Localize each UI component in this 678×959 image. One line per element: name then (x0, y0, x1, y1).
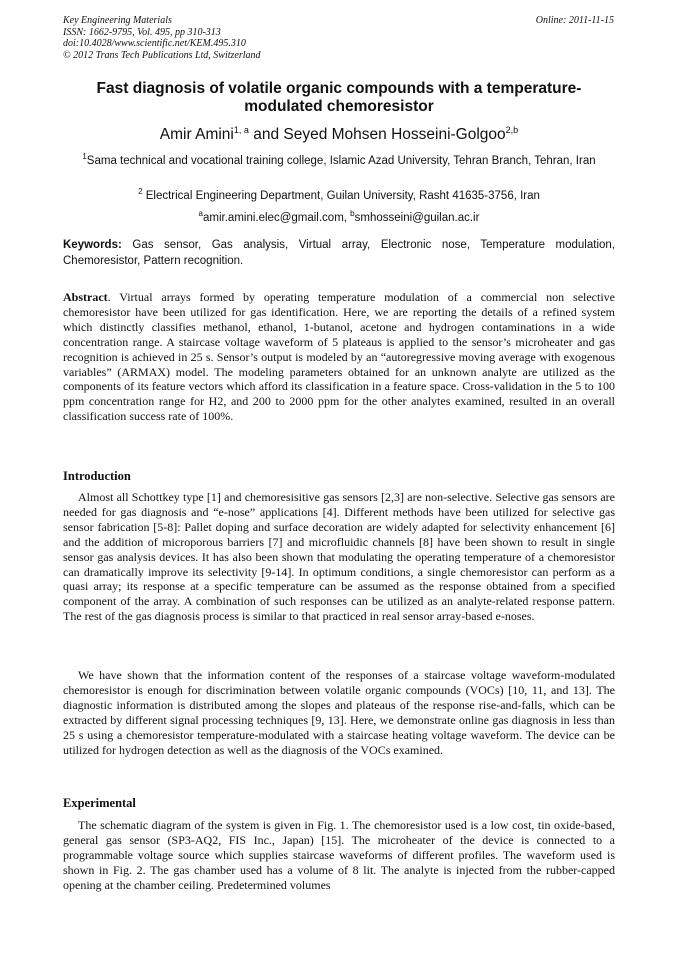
keywords (63, 238, 615, 269)
author-1: Amir Amini (159, 126, 234, 144)
email-b-sup: b (350, 209, 355, 218)
email-a-sup: a (198, 209, 203, 218)
affiliation-1 (63, 149, 615, 169)
author-2-sup: 2,b (505, 125, 519, 135)
email-b-link[interactable]: smhosseini@guilan.ac.ir (354, 211, 480, 224)
journal-name: Key Engineering Materials (63, 15, 172, 26)
email-a-link[interactable]: amir.amini.elec@gmail.com, (203, 211, 351, 224)
abstract-text: . Virtual arrays formed by operating temperature modulation of a commercial non selective chemoresistor have been utilized for gas identification. Here, we are reporting the details of a refined system which distinctly classifies methanol, ethanol, 1-butanol, acetone and hydrogen contaminations in a wide concentration range. A staircase voltage waveform of 5 plateaus is applied to the sensor’s microheater and gas recognition is achieved in 25 s. Sensor’s output is modeled by an “autoregressive moving average with exogenous variables” (ARMAX) model. The modeling parameters obtained for an unknown analyte are utilized as the components of its feature vectors which afford its classification in a feature space. Cross-validation in the 5 to 100 ppm concentration range for H2, and 200 to 2000 ppm for the other analytes examined, resulted in an overall classification success rate of 100%. (63, 290, 615, 424)
author-1-sup: 1, a (233, 125, 249, 135)
affiliation-1-number: 1 (82, 152, 87, 161)
journal-copyright: © 2012 Trans Tech Publications Ltd, Switzerland (63, 49, 261, 61)
author-2: Seyed Mohsen Hosseini-Golgoo (283, 126, 506, 144)
journal-issn: ISSN: 1662-9795, Vol. 495, pp 310-313 (63, 26, 221, 38)
abstract-label: Abstract (63, 290, 108, 304)
affiliation-1-text: Sama technical and vocational training college, Islamic Azad University, Tehran Branch, Tehran, Iran (86, 154, 596, 167)
keywords-label: Keywords: (63, 239, 122, 251)
paper-title: Fast diagnosis of volatile organic compounds with a temperature-modulated chemoresistor (96, 80, 582, 115)
keywords-text: Gas sensor, Gas analysis, Virtual array, Electronic nose, Temperature modulation, Chemoresistor, Pattern recognition. (63, 239, 615, 267)
affiliation-2-text: Electrical Engineering Department, Guilan University, Rasht 41635-3756, Iran (145, 189, 540, 202)
online-date: Online: 2011-11-15 (535, 15, 614, 26)
abstract (63, 290, 615, 424)
affiliation-2-number: 2 (138, 187, 143, 196)
section-heading-experimental: Experimental (63, 796, 136, 810)
introduction-paragraph-2: We have shown that the information content of the responses of a staircase voltage waveform-modulated chemoresistor is enough for discrimination between volatile organic compounds (VOCs) [10, 11, and 13]. The diagnostic information is distributed among the slopes and plateaus of the response rise-and-falls, which can be extracted by different signal processing techniques [9, 13]. Here, we demonstrate online gas diagnosis in less than 25 s using a chemoresistor temperature-modulated with a staircase heating voltage waveform. The device can be utilized for hydrogen detection as well as the diagnosis of the VOCs examined. (63, 668, 615, 757)
author-line (63, 121, 615, 144)
journal-doi: doi:10.4028/www.scientific.net/KEM.495.310 (63, 38, 246, 49)
author-emails (63, 206, 615, 226)
affiliation-2 (63, 184, 615, 204)
introduction-paragraph-1: Almost all Schottkey type [1] and chemoresisitive gas sensors [2,3] are non-selective. Selective gas sensors are needed for gas diagnosis and “e-nose” applications [4]. Different methods have been utilized for selective gas sensor fabrication [5-8]: Pallet doping and surface decoration are widely adapted for selectivity enhancement [6] and the addition of microporous barriers [7] and microfluidic channels [8] have been shown to result in single sensor gas analysis devices. It has also been shown that modulating the operating temperature of a chemoresistor can dramatically improve its selectivity [9-14]. In optimum conditions, a single chemoresistor can perform as a quasi array; its response at a specific temperature can be assumed as the response obtained from a specified component of the array. A combination of such responses can be utilized as an analyte-related response pattern. The rest of the gas diagnosis process is similar to that practiced in real sensor array-based e-noses. (63, 490, 615, 624)
section-heading-introduction: Introduction (63, 469, 131, 483)
experimental-paragraph-1: The schematic diagram of the system is given in Fig. 1. The chemoresistor used is a low cost, tin oxide-based, general gas sensor (SP3-AQ2, FIS Inc., Japan) [15]. The microheater of the device is connected to a programmable voltage source which supplies staircase waveforms of different profiles. The waveform used is shown in Fig. 2. The gas chamber used has a volume of 8 lit. The analyte is injected from the rubber-capped opening at the chamber ceiling. Predetermined volumes (63, 818, 615, 892)
journal-header (63, 15, 261, 61)
author-connector: and (248, 126, 284, 144)
